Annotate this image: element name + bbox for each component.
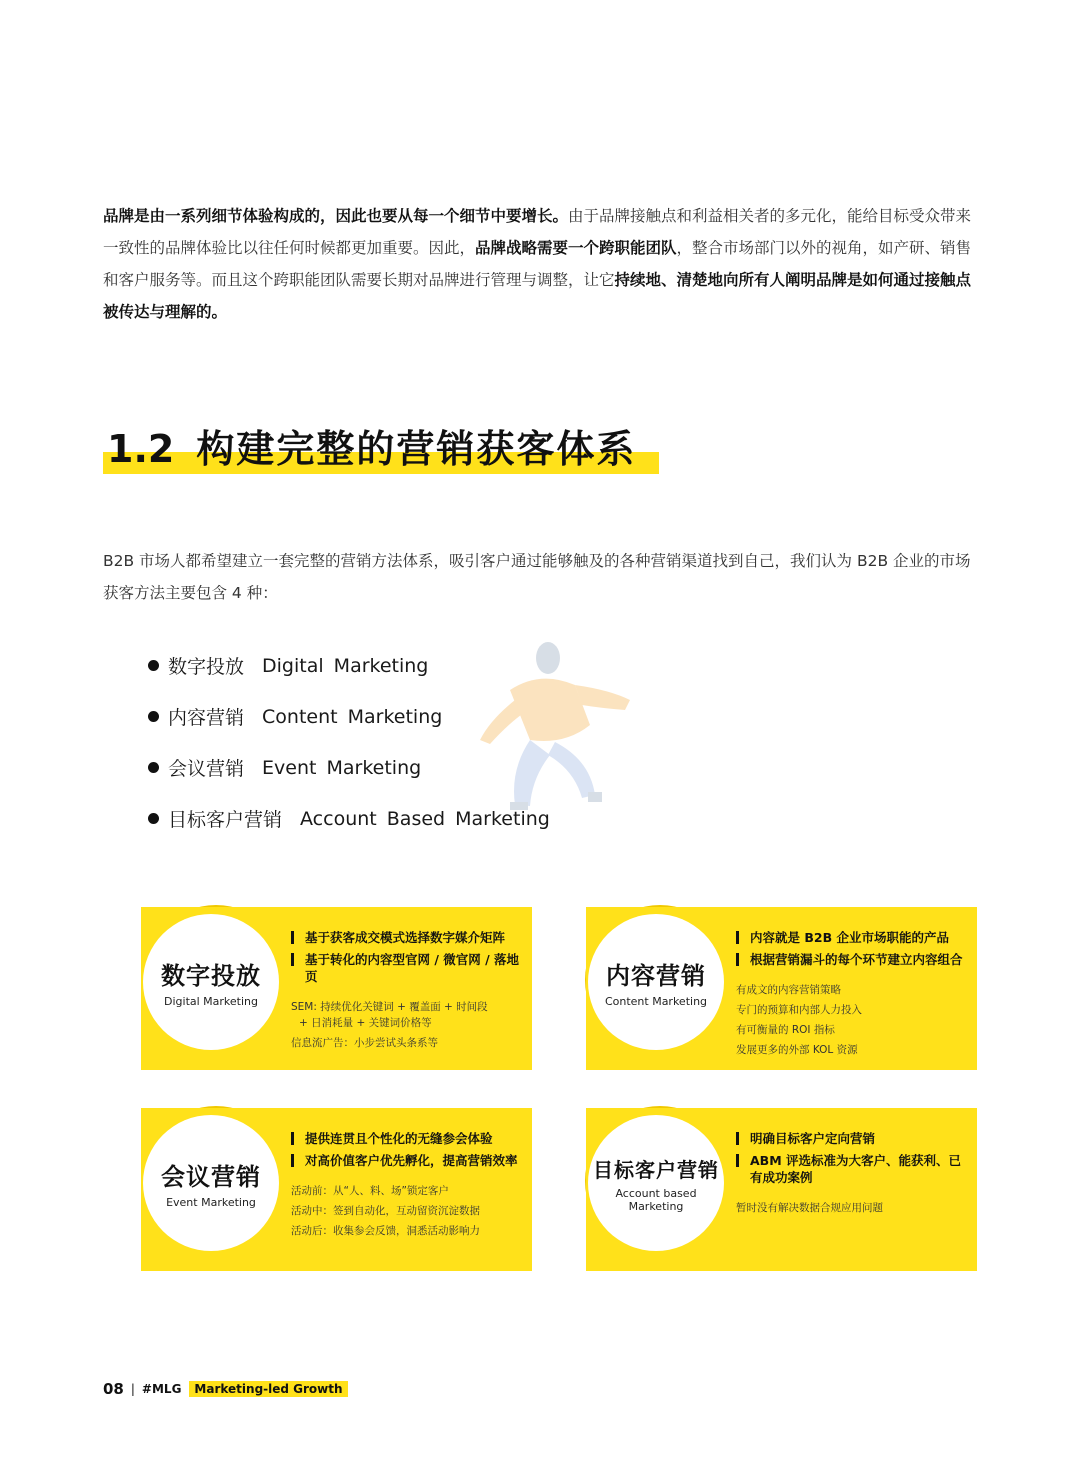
card-badge xyxy=(143,1115,279,1251)
list-item xyxy=(148,742,608,793)
list-item xyxy=(148,793,608,844)
card-highlight: 明确目标客户定向营销 xyxy=(736,1130,971,1147)
method-zh: 数字投放 xyxy=(168,656,245,678)
footer-label: Marketing-led Growth xyxy=(189,1381,347,1397)
footer-divider: | xyxy=(130,1382,135,1396)
card-detail: 活动后：收集参会反馈，洞悉活动影响力 xyxy=(291,1225,480,1237)
intro-bold-1: 品牌是由一系列细节体验构成的，因此也要从每一个细节中要增长。 xyxy=(103,207,569,225)
card-highlight: 基于获客成交模式选择数字媒介矩阵 xyxy=(291,929,526,946)
method-zh: 目标客户营销 xyxy=(168,809,283,831)
method-zh: 内容营销 xyxy=(168,707,245,729)
bullet-icon xyxy=(148,711,159,722)
card-highlight: 内容就是 B2B 企业市场职能的产品 xyxy=(736,929,971,946)
bullet-icon xyxy=(148,660,159,671)
card-body xyxy=(736,929,971,1058)
card-detail: SEM: 持续优化关键词 + 覆盖面 + 时间段 xyxy=(291,1001,488,1013)
method-en: Content Marketing xyxy=(262,705,443,728)
card-detail: 活动前：从“人、料、场”锁定客户 xyxy=(291,1185,449,1197)
page-number: 08 xyxy=(103,1380,124,1398)
card-body xyxy=(291,929,526,1051)
card-detail: + 日消耗量 + 关键词价格等 xyxy=(299,1017,432,1029)
card-detail: 信息流广告：小步尝试头条系等 xyxy=(291,1037,438,1049)
section-number: 1.2 xyxy=(107,427,175,471)
card-detail: 专门的预算和内部人力投入 xyxy=(736,1004,862,1016)
card-title-zh: 数字投放 xyxy=(161,962,261,990)
intro-bold-5: 持续地、清楚地向所有人阐明品牌是如何通过接触点被传达与理解的。 xyxy=(103,271,972,321)
methods-list xyxy=(148,640,608,844)
card-detail: 活动中：签到自动化，互动留资沉淀数据 xyxy=(291,1205,480,1217)
card-title-en: Account based Marketing xyxy=(615,1186,697,1213)
section-heading xyxy=(103,418,659,478)
card-highlight: ABM 评选标准为大客户、能获利、已有成功案例 xyxy=(736,1152,971,1186)
card-highlight: 对高价值客户优先孵化，提高营销效率 xyxy=(291,1152,526,1169)
card-highlight: 基于转化的内容型官网 / 微官网 / 落地页 xyxy=(291,951,526,985)
card-body xyxy=(736,1130,971,1216)
card-detail: 有成文的内容营销策略 xyxy=(736,984,841,996)
card-title-en: Event Marketing xyxy=(166,1196,256,1209)
section-title-text: 构建完整的营销获客体系 xyxy=(196,427,637,471)
intro-text-4: ，整合市场部门以外的视角，如产研、销售和客户服务等。而且这个跨职能团队需要长期对品牌进行管理与调整，让它 xyxy=(103,239,972,289)
list-item xyxy=(148,640,608,691)
lead-paragraph: B2B 市场人都希望建立一套完整的营销方法体系，吸引客户通过能够触及的各种营销渠道找到自己，我们认为 B2B 企业的市场获客方法主要包含 4 种： xyxy=(103,552,971,602)
card-body xyxy=(291,1130,526,1239)
card-title-en: Content Marketing xyxy=(604,995,708,1008)
card-detail: 有可衡量的 ROI 指标 xyxy=(736,1024,835,1036)
section-title xyxy=(107,418,636,473)
intro-paragraph xyxy=(103,200,978,328)
card-title-zh: 目标客户营销 xyxy=(593,1157,719,1182)
method-en: Account Based Marketing xyxy=(300,807,550,830)
intro-bold-3: 品牌战略需要一个跨职能团队 xyxy=(475,239,677,257)
card-detail: 发展更多的外部 KOL 资源 xyxy=(736,1044,858,1056)
card-highlight: 提供连贯且个性化的无缝参会体验 xyxy=(291,1130,526,1147)
method-en: Event Marketing xyxy=(262,756,422,779)
intro-text-2: 由于品牌接触点和利益相关者的多元化，能给目标受众带来一致性的品牌体验比以往任何时候都更加重要。因此， xyxy=(103,207,972,257)
bullet-icon xyxy=(148,813,159,824)
bullet-icon xyxy=(148,762,159,773)
card-title-zh: 会议营销 xyxy=(161,1163,261,1191)
card-title-en: Digital Marketing xyxy=(164,995,258,1008)
method-zh: 会议营销 xyxy=(168,758,245,780)
card-badge xyxy=(588,914,724,1050)
card-title-zh: 内容营销 xyxy=(606,962,706,990)
card-highlight: 根据营销漏斗的每个环节建立内容组合 xyxy=(736,951,971,968)
page-footer xyxy=(103,1380,348,1398)
method-en: Digital Marketing xyxy=(262,654,429,677)
card-badge xyxy=(143,914,279,1050)
footer-hashtag: #MLG xyxy=(141,1382,182,1396)
card-badge xyxy=(588,1115,724,1251)
card-detail: 暂时没有解决数据合规应用问题 xyxy=(736,1202,883,1214)
list-item xyxy=(148,691,608,742)
